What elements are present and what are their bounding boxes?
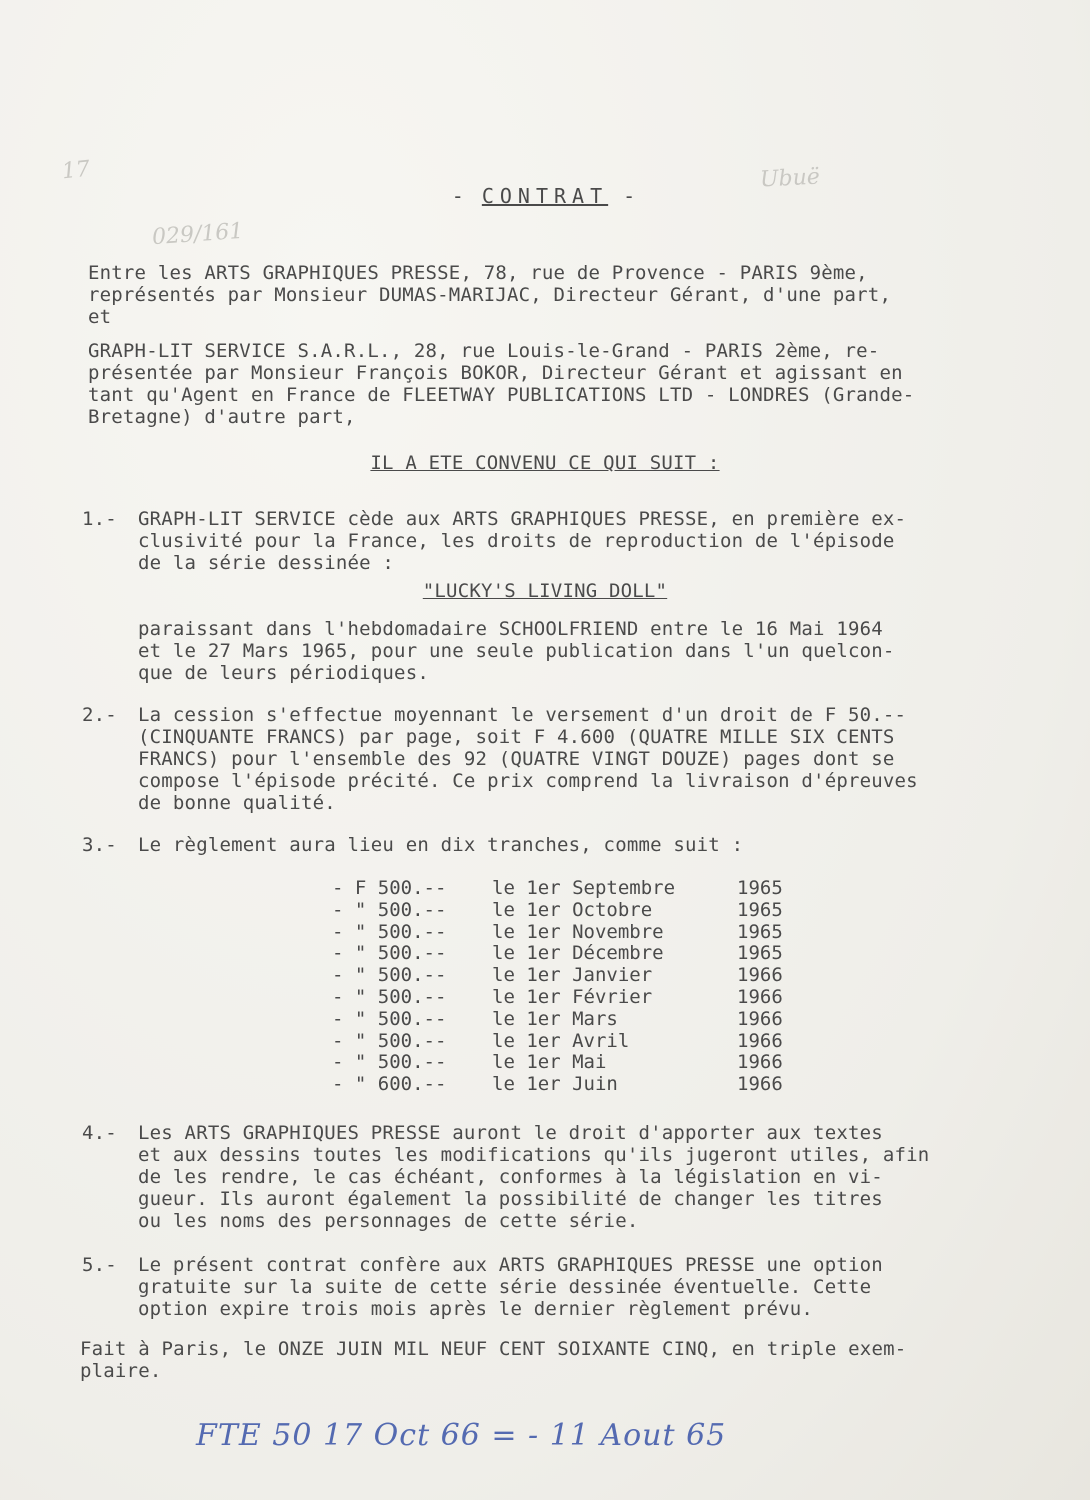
schedule-row (332, 922, 783, 944)
schedule-date: le 1er Juin (492, 1073, 618, 1096)
closing-statement: Fait à Paris, le ONZE JUIN MIL NEUF CENT SOIXANTE CINQ, en triple exem- plaire. (80, 1338, 907, 1382)
schedule-amount: - " 500.-- (332, 1051, 447, 1074)
schedule-row (332, 1031, 783, 1053)
article-4-text: Les ARTS GRAPHIQUES PRESSE auront le droit d'apporter aux textes et aux dessins toutes les modifications qu'ils jugeront utiles, afin de les rendre, le cas échéant, conformes à la législation en vi- gueur. Ils auront également la possibilité de changer les titres ou les noms des personnages de cette série. (138, 1122, 930, 1232)
article-number: 5.- (82, 1254, 117, 1276)
payment-schedule (332, 878, 783, 1096)
schedule-amount: - " 500.-- (332, 1029, 447, 1052)
article-2-text: La cession s'effectue moyennant le versement d'un droit de F 50.-- (CINQUANTE FRANCS) par page, soit F 4.600 (QUATRE MILLE SIX CENTS FRANCS) pour l'ensemble des 92 (QUATRE VINGT DOUZE) pages dont se compose l'épisode précité. Ce prix comprend la livraison d'épreuves de bonne qualité. (138, 704, 918, 814)
schedule-amount: - " 500.-- (332, 898, 447, 921)
schedule-year: 1965 (737, 877, 783, 899)
series-title: "LUCKY'S LIVING DOLL" (422, 580, 668, 602)
faint-pencil-mark: 029/161 (151, 218, 245, 251)
article-1-text: GRAPH-LIT SERVICE cède aux ARTS GRAPHIQUES PRESSE, en première ex- clusivité pour la France, les droits de reproduction de l'épisode de la série dessinée : (138, 508, 907, 574)
schedule-date: le 1er Février (492, 985, 653, 1008)
schedule-row (332, 900, 783, 922)
schedule-date: le 1er Décembre (492, 942, 664, 965)
schedule-amount: - " 500.-- (332, 942, 447, 965)
schedule-date: le 1er Mai (492, 1051, 607, 1074)
schedule-date: le 1er Janvier (492, 964, 653, 987)
schedule-year: 1965 (737, 898, 783, 921)
schedule-row (332, 1009, 783, 1031)
schedule-year: 1966 (737, 1007, 783, 1030)
schedule-year: 1966 (737, 1073, 783, 1096)
title-word: CONTRAT (481, 184, 609, 208)
schedule-date: le 1er Novembre (492, 920, 664, 943)
schedule-date: le 1er Septembre (492, 877, 676, 899)
party-one-paragraph: Entre les ARTS GRAPHIQUES PRESSE, 78, rue de Provence - PARIS 9ème, représentés par Monsieur DUMAS-MARIJAC, Directeur Gérant, d'une part, et (88, 262, 892, 328)
schedule-date: le 1er Mars (492, 1007, 618, 1030)
document-title (0, 185, 1090, 207)
schedule-row (332, 878, 783, 900)
party-two-paragraph: GRAPH-LIT SERVICE S.A.R.L., 28, rue Louis-le-Grand - PARIS 2ème, re- présentée par Monsieur François BOKOR, Directeur Gérant et agissant en tant qu'Agent en France de FLEETWAY PUBLICATIONS LTD - LONDRES (Grande- Bretagne) d'autre part, (88, 340, 915, 428)
schedule-amount: - " 500.-- (332, 1007, 447, 1030)
schedule-row (332, 1074, 783, 1096)
article-number: 3.- (82, 834, 117, 856)
article-number: 2.- (82, 704, 117, 726)
schedule-amount: - " 600.-- (332, 1073, 447, 1096)
article-number: 1.- (82, 508, 117, 530)
schedule-date: le 1er Avril (492, 1029, 630, 1052)
article-5-text: Le présent contrat confère aux ARTS GRAPHIQUES PRESSE une option gratuite sur la suite de cette série dessinée éventuelle. Cette option expire trois mois après le dernier règlement prévu. (138, 1254, 883, 1320)
schedule-date: le 1er Octobre (492, 898, 653, 921)
schedule-year: 1965 (737, 920, 783, 943)
faint-pencil-mark: Ubuë (759, 164, 821, 193)
faint-pencil-mark: 17 (60, 156, 92, 185)
schedule-amount: - " 500.-- (332, 920, 447, 943)
schedule-year: 1965 (737, 942, 783, 965)
schedule-amount: - F 500.-- (332, 877, 447, 899)
schedule-year: 1966 (737, 1051, 783, 1074)
schedule-amount: - " 500.-- (332, 964, 447, 987)
article-1-text-continued: paraissant dans l'hebdomadaire SCHOOLFRIEND entre le 16 Mai 1964 et le 27 Mars 1965, pour une seule publication dans l'un quelcon- que de leurs périodiques. (138, 618, 895, 684)
schedule-year: 1966 (737, 964, 783, 987)
schedule-year: 1966 (737, 1029, 783, 1052)
article-3-text: Le règlement aura lieu en dix tranches, comme suit : (138, 834, 744, 856)
handwritten-annotation: FTE 50 17 Oct 66 = - 11 Aout 65 (196, 1418, 727, 1453)
schedule-row (332, 943, 783, 965)
agreement-heading: IL A ETE CONVENU CE QUI SUIT : (370, 452, 720, 474)
title-dash-right: - (608, 184, 639, 208)
title-dash-left: - (451, 184, 482, 208)
schedule-amount: - " 500.-- (332, 985, 447, 1008)
schedule-year: 1966 (737, 985, 783, 1008)
schedule-row (332, 965, 783, 987)
schedule-row (332, 987, 783, 1009)
article-number: 4.- (82, 1122, 117, 1144)
schedule-row (332, 1052, 783, 1074)
